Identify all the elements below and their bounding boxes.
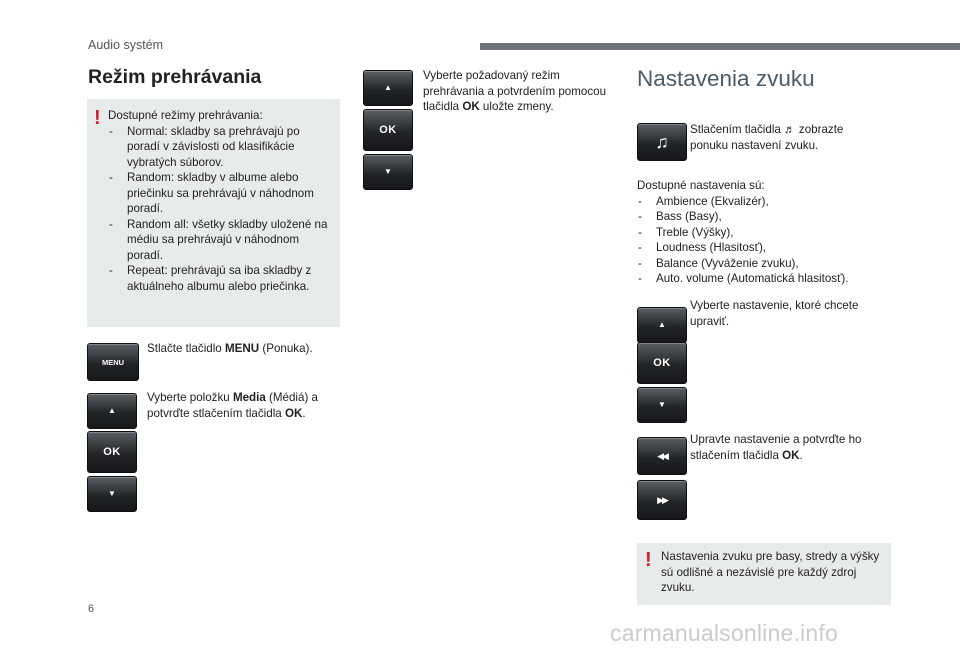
ok-button[interactable]: OK <box>637 342 687 384</box>
up-button[interactable]: ▲ <box>87 393 137 429</box>
page-number: 6 <box>88 603 95 615</box>
text: . <box>302 406 306 420</box>
text: (Médiá) a potvrďte stlačením tlačidla <box>147 391 318 420</box>
up-button[interactable]: ▲ <box>363 70 413 106</box>
ok-button[interactable]: OK <box>87 431 137 473</box>
list-item: - Random all: všetky skladby uložené na médiu sa prehrávajú v náhodnom poradí. <box>108 217 334 264</box>
down-button[interactable]: ▼ <box>363 154 413 190</box>
step-select-media <box>147 390 337 421</box>
text: Stlačením tlačidla <box>690 123 785 136</box>
step-select-setting: Vyberte nastavenie, ktoré chcete upraviť. <box>690 299 859 328</box>
down-button[interactable]: ▼ <box>87 476 137 512</box>
note-playback-modes <box>87 99 340 327</box>
note-intro: Dostupné režimy prehrávania: <box>108 109 263 122</box>
warning-icon: ! <box>94 107 101 129</box>
section-header: Audio systém <box>88 38 164 52</box>
list-item: - Ambience (Ekvalizér), <box>637 194 887 210</box>
list-item: - Balance (Vyváženie zvuku), <box>637 256 887 272</box>
text-bold: MENU <box>224 342 260 355</box>
step-adjust-setting <box>690 432 885 463</box>
list-item: - Random: skladby v albume alebo priečinku sa prehrávajú v náhodnom poradí. <box>108 170 334 217</box>
text-bold: OK <box>284 406 303 420</box>
title-sound-settings: Nastavenia zvuku <box>637 66 815 91</box>
header-bar <box>480 43 960 50</box>
text: zobrazte ponuku nastavení zvuku. <box>690 123 844 152</box>
text: Stlačte tlačidlo <box>147 342 225 355</box>
mode-list <box>108 124 334 295</box>
list-item: - Treble (Výšky), <box>637 225 887 241</box>
text: Vyberte položku <box>147 391 233 404</box>
up-button[interactable]: ▲ <box>637 307 687 343</box>
step-press-menu <box>147 341 337 357</box>
text: Vyberte požadovaný režim prehrávania a potvrdením pomocou tlačidla <box>423 69 607 113</box>
text: (Ponuka). <box>259 342 313 355</box>
list-intro: Dostupné nastavenia sú: <box>637 179 765 192</box>
list-item: - Loudness (Hlasitosť), <box>637 240 887 256</box>
watermark: carmanualsonline.info <box>610 620 838 646</box>
music-note-icon: ♬ <box>784 123 796 136</box>
ok-button[interactable]: OK <box>363 109 413 151</box>
forward-button[interactable]: ▶▶ <box>637 480 687 520</box>
rewind-button[interactable]: ◀◀ <box>637 437 687 475</box>
title-playback-mode: Režim prehrávania <box>88 66 262 88</box>
note-sound-settings <box>637 543 891 605</box>
text: Upravte nastavenie a potvrďte ho stlačením tlačidla <box>690 433 862 462</box>
music-note-icon[interactable]: ♫ <box>637 123 687 161</box>
text: uložte zmeny. <box>479 100 554 113</box>
text-bold: OK <box>462 100 480 113</box>
step-select-mode <box>423 68 618 115</box>
list-item: - Normal: skladby sa prehrávajú po poradí v závislosti od klasifikácie vybratých súborov. <box>108 124 334 171</box>
settings-list <box>637 194 887 287</box>
list-item: - Auto. volume (Automatická hlasitosť). <box>637 271 887 287</box>
text: . <box>799 448 803 462</box>
list-item: - Repeat: prehrávajú sa iba skladby z aktuálneho albumu alebo priečinka. <box>108 263 334 294</box>
text-bold: Media <box>232 391 266 404</box>
list-item: - Bass (Basy), <box>637 209 887 225</box>
text-bold: OK <box>782 448 800 462</box>
note-text: Nastavenia zvuku pre basy, stredy a výšky sú odlišné a nezávislé pre každý zdroj zvuku. <box>661 550 880 594</box>
warning-icon: ! <box>645 549 652 571</box>
menu-button[interactable]: MENU <box>87 343 139 381</box>
down-button[interactable]: ▼ <box>637 387 687 423</box>
step-open-sound-menu <box>690 122 880 153</box>
settings-list-block <box>637 178 887 287</box>
note-text <box>108 108 334 294</box>
